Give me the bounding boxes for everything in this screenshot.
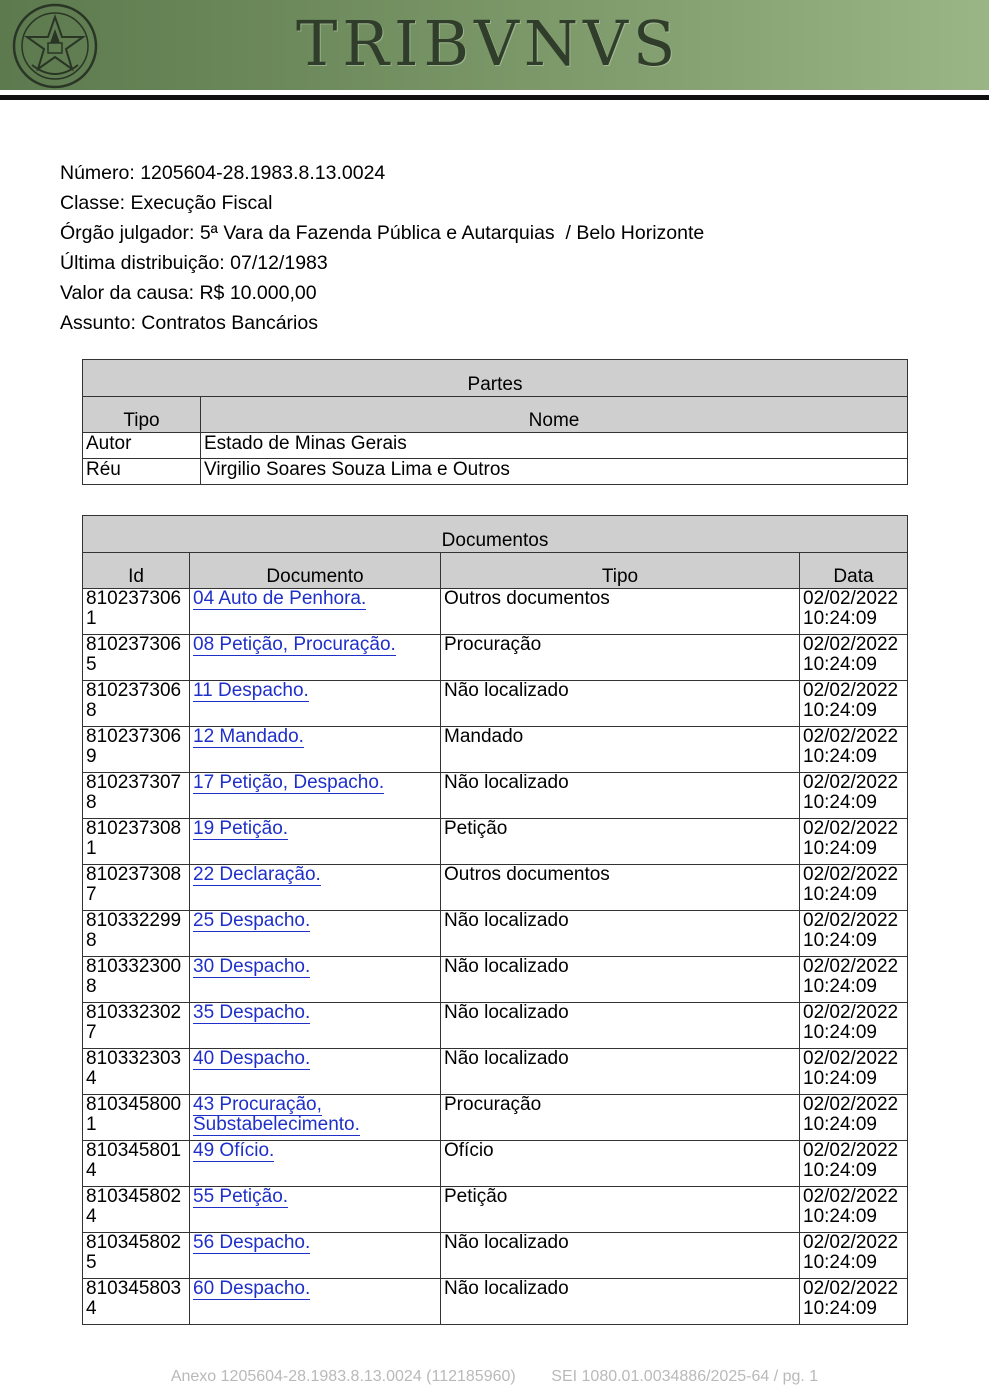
doc-tipo: Outros documentos — [441, 865, 800, 911]
meta-assunto: Assunto: Contratos Bancários — [60, 312, 318, 334]
doc-title — [190, 1049, 441, 1095]
doc-date: 02/02/2022 — [803, 1094, 899, 1115]
doc-tipo: Não localizado — [441, 773, 800, 819]
table-row — [83, 1187, 908, 1233]
doc-time: 10:24:09 — [803, 1252, 877, 1273]
document-link[interactable]: 56 Despacho. — [193, 1232, 311, 1253]
doc-id-part: 810345802 — [86, 1186, 182, 1207]
document-link[interactable]: 55 Petição. — [193, 1186, 289, 1207]
doc-id — [83, 589, 190, 635]
table-row — [83, 773, 908, 819]
partes-table — [82, 359, 908, 485]
doc-data — [800, 635, 908, 681]
doc-tipo: Não localizado — [441, 1279, 800, 1325]
doc-data — [800, 773, 908, 819]
table-row — [83, 865, 908, 911]
doc-id-part: 810237308 — [86, 818, 182, 839]
doc-title — [190, 773, 441, 819]
doc-data — [800, 681, 908, 727]
doc-date: 02/02/2022 — [803, 818, 899, 839]
meta-numero: Número: 1205604-28.1983.8.13.0024 — [60, 162, 386, 184]
doc-id-check: 1 — [86, 608, 97, 629]
document-link[interactable]: 04 Auto de Penhora. — [193, 588, 367, 609]
table-row — [83, 681, 908, 727]
parte-tipo: Autor — [83, 433, 201, 459]
doc-id-part: 810332303 — [86, 1048, 182, 1069]
doc-id — [83, 1187, 190, 1233]
doc-id — [83, 681, 190, 727]
doc-id-part: 810237306 — [86, 588, 182, 609]
parte-tipo: Réu — [83, 459, 201, 485]
doc-id-check: 4 — [86, 1160, 97, 1181]
doc-title — [190, 1141, 441, 1187]
doc-title — [190, 911, 441, 957]
doc-time: 10:24:09 — [803, 1160, 877, 1181]
doc-id-check: 8 — [86, 792, 97, 813]
doc-date: 02/02/2022 — [803, 1232, 899, 1253]
doc-tipo: Petição — [441, 1187, 800, 1233]
doc-title — [190, 727, 441, 773]
document-link[interactable]: 12 Mandado. — [193, 726, 304, 747]
doc-time: 10:24:09 — [803, 608, 877, 629]
document-link[interactable]: 43 Procuração, — [193, 1094, 322, 1115]
doc-id-check: 9 — [86, 746, 97, 767]
partes-header-nome: Nome — [201, 397, 908, 433]
doc-id-part: 810332300 — [86, 956, 182, 977]
doc-id-part: 810332302 — [86, 1002, 182, 1023]
doc-id-check: 4 — [86, 1206, 97, 1227]
meta-valor: Valor da causa: R$ 10.000,00 — [60, 282, 317, 304]
docs-header-documento: Documento — [190, 553, 441, 589]
docs-header-data: Data — [800, 553, 908, 589]
doc-date: 02/02/2022 — [803, 1140, 899, 1161]
table-row — [83, 433, 908, 459]
parte-nome: Virgilio Soares Souza Lima e Outros — [201, 459, 908, 485]
document-link[interactable]: 11 Despacho. — [193, 680, 309, 701]
doc-tipo: Não localizado — [441, 957, 800, 1003]
table-row — [83, 727, 908, 773]
doc-id-part: 810237308 — [86, 864, 182, 885]
doc-data — [800, 1187, 908, 1233]
document-link[interactable]: 19 Petição. — [193, 818, 289, 839]
doc-time: 10:24:09 — [803, 746, 877, 767]
doc-id — [83, 1279, 190, 1325]
doc-id-check: 7 — [86, 1022, 97, 1043]
doc-id — [83, 911, 190, 957]
doc-tipo: Petição — [441, 819, 800, 865]
table-row — [83, 589, 908, 635]
coat-of-arms-icon — [12, 3, 98, 89]
doc-date: 02/02/2022 — [803, 588, 899, 609]
doc-id-part: 810332299 — [86, 910, 182, 931]
doc-id — [83, 1095, 190, 1141]
partes-header-tipo: Tipo — [83, 397, 201, 433]
doc-id — [83, 819, 190, 865]
doc-title — [190, 1003, 441, 1049]
doc-date: 02/02/2022 — [803, 1002, 899, 1023]
document-link[interactable]: 30 Despacho. — [193, 956, 311, 977]
doc-tipo: Procuração — [441, 635, 800, 681]
table-row — [83, 1003, 908, 1049]
doc-data — [800, 1049, 908, 1095]
doc-id-part: 810237307 — [86, 772, 182, 793]
doc-time: 10:24:09 — [803, 792, 877, 813]
doc-time: 10:24:09 — [803, 930, 877, 951]
doc-data — [800, 1003, 908, 1049]
meta-orgao: Órgão julgador: 5ª Vara da Fazenda Pública e Autarquias / Belo Horizonte — [60, 222, 705, 244]
docs-header-tipo: Tipo — [441, 553, 800, 589]
doc-title — [190, 1187, 441, 1233]
doc-tipo: Não localizado — [441, 1003, 800, 1049]
doc-id-check: 4 — [86, 1068, 97, 1089]
doc-id-part: 810345803 — [86, 1278, 182, 1299]
doc-id-check: 5 — [86, 1252, 97, 1273]
table-row — [83, 459, 908, 485]
doc-time: 10:24:09 — [803, 1298, 877, 1319]
doc-id — [83, 1233, 190, 1279]
doc-data — [800, 957, 908, 1003]
doc-title — [190, 819, 441, 865]
doc-id-check: 5 — [86, 654, 97, 675]
doc-id-part: 810345801 — [86, 1140, 182, 1161]
table-row — [83, 1141, 908, 1187]
doc-id-part: 810237306 — [86, 680, 182, 701]
doc-data — [800, 911, 908, 957]
table-row — [83, 635, 908, 681]
doc-tipo: Não localizado — [441, 681, 800, 727]
doc-title — [190, 1095, 441, 1141]
doc-date: 02/02/2022 — [803, 680, 899, 701]
doc-tipo: Não localizado — [441, 1049, 800, 1095]
doc-time: 10:24:09 — [803, 654, 877, 675]
doc-id-part: 810237306 — [86, 634, 182, 655]
doc-tipo: Não localizado — [441, 1233, 800, 1279]
doc-tipo: Não localizado — [441, 911, 800, 957]
doc-tipo: Ofício — [441, 1141, 800, 1187]
doc-id-check: 8 — [86, 930, 97, 951]
table-row — [83, 1233, 908, 1279]
doc-date: 02/02/2022 — [803, 772, 899, 793]
doc-data — [800, 865, 908, 911]
doc-time: 10:24:09 — [803, 1114, 877, 1135]
document-link-cont[interactable]: Substabelecimento. — [193, 1114, 360, 1135]
doc-title — [190, 635, 441, 681]
docs-header-id: Id — [83, 553, 190, 589]
doc-id-check: 4 — [86, 1298, 97, 1319]
doc-date: 02/02/2022 — [803, 726, 899, 747]
table-row — [83, 819, 908, 865]
header-banner — [0, 0, 989, 90]
documentos-table — [82, 515, 908, 1325]
doc-id-check: 8 — [86, 700, 97, 721]
doc-id — [83, 1049, 190, 1095]
doc-time: 10:24:09 — [803, 1068, 877, 1089]
doc-id — [83, 957, 190, 1003]
table-row — [83, 957, 908, 1003]
doc-data — [800, 819, 908, 865]
doc-date: 02/02/2022 — [803, 1278, 899, 1299]
doc-time: 10:24:09 — [803, 976, 877, 997]
doc-id — [83, 865, 190, 911]
doc-time: 10:24:09 — [803, 1022, 877, 1043]
table-row — [83, 1095, 908, 1141]
document-link[interactable]: 35 Despacho. — [193, 1002, 311, 1023]
doc-time: 10:24:09 — [803, 700, 877, 721]
table-row — [83, 1279, 908, 1325]
parte-nome: Estado de Minas Gerais — [201, 433, 908, 459]
doc-id — [83, 635, 190, 681]
doc-date: 02/02/2022 — [803, 634, 899, 655]
doc-date: 02/02/2022 — [803, 1048, 899, 1069]
document-link[interactable]: 40 Despacho. — [193, 1048, 311, 1069]
doc-title — [190, 1279, 441, 1325]
banner-title: TRIBVNVS — [296, 7, 681, 80]
doc-date: 02/02/2022 — [803, 1186, 899, 1207]
doc-tipo: Procuração — [441, 1095, 800, 1141]
document-link[interactable]: 08 Petição, Procuração. — [193, 634, 396, 655]
doc-id-check: 1 — [86, 838, 97, 859]
doc-date: 02/02/2022 — [803, 956, 899, 977]
process-metadata — [60, 158, 704, 338]
doc-id — [83, 1003, 190, 1049]
doc-tipo: Outros documentos — [441, 589, 800, 635]
partes-caption: Partes — [83, 360, 908, 397]
doc-data — [800, 1095, 908, 1141]
doc-title — [190, 589, 441, 635]
meta-distribuicao: Última distribuição: 07/12/1983 — [60, 252, 328, 274]
doc-id-part: 810345802 — [86, 1232, 182, 1253]
table-row — [83, 1049, 908, 1095]
doc-id-part: 810237306 — [86, 726, 182, 747]
doc-data — [800, 1233, 908, 1279]
doc-data — [800, 589, 908, 635]
document-link[interactable]: 22 Declaração. — [193, 864, 321, 885]
doc-title — [190, 865, 441, 911]
doc-id-check: 8 — [86, 976, 97, 997]
document-link[interactable]: 25 Despacho. — [193, 910, 311, 931]
documentos-caption: Documentos — [83, 516, 908, 553]
doc-title — [190, 681, 441, 727]
doc-id-check: 1 — [86, 1114, 97, 1135]
doc-date: 02/02/2022 — [803, 910, 899, 931]
doc-id-check: 7 — [86, 884, 97, 905]
doc-date: 02/02/2022 — [803, 864, 899, 885]
doc-id-part: 810345800 — [86, 1094, 182, 1115]
doc-time: 10:24:09 — [803, 838, 877, 859]
document-link[interactable]: 17 Petição, Despacho. — [193, 772, 385, 793]
doc-time: 10:24:09 — [803, 884, 877, 905]
doc-title — [190, 1233, 441, 1279]
page-footer: Anexo 1205604-28.1983.8.13.0024 (112185960) SEI 1080.01.0034886/2025-64 / pg. 1 — [170, 1368, 819, 1385]
doc-tipo: Mandado — [441, 727, 800, 773]
document-link[interactable]: 60 Despacho. — [193, 1278, 311, 1299]
table-row — [83, 911, 908, 957]
doc-id — [83, 773, 190, 819]
doc-title — [190, 957, 441, 1003]
header-rule — [0, 95, 989, 100]
doc-time: 10:24:09 — [803, 1206, 877, 1227]
document-link[interactable]: 49 Ofício. — [193, 1140, 275, 1161]
meta-classe: Classe: Execução Fiscal — [60, 192, 273, 214]
doc-id — [83, 727, 190, 773]
doc-id — [83, 1141, 190, 1187]
doc-data — [800, 727, 908, 773]
doc-data — [800, 1141, 908, 1187]
doc-data — [800, 1279, 908, 1325]
